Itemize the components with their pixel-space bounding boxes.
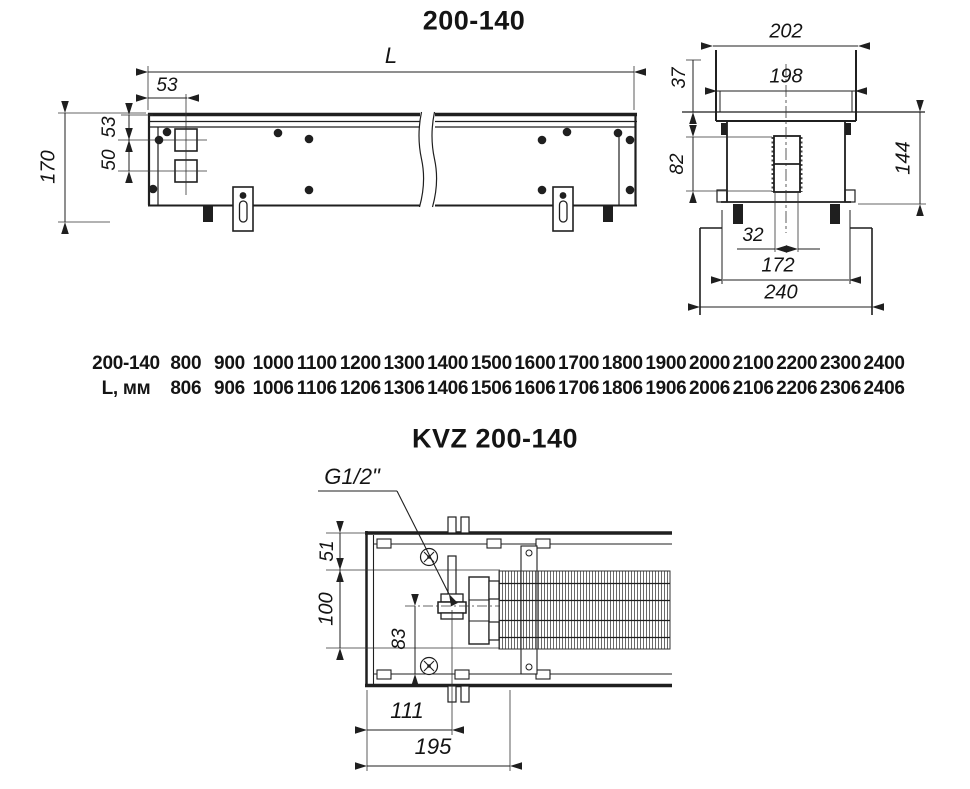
length-value: 1006 xyxy=(252,378,294,399)
model-value: 1000 xyxy=(252,353,294,374)
model-value: 2100 xyxy=(732,353,774,374)
dim-label-240: 240 xyxy=(764,281,798,304)
model-value: 1600 xyxy=(514,353,556,374)
dim-label-82: 82 xyxy=(667,153,688,175)
length-value: 1806 xyxy=(601,378,643,399)
dim-label-L: L xyxy=(384,43,398,68)
dim-label-144: 144 xyxy=(892,141,915,175)
size-table-model-label: 200-140 xyxy=(92,353,160,374)
model-value: 2200 xyxy=(776,353,818,374)
dim-label-53-top: 53 xyxy=(156,75,178,96)
model-value: 1400 xyxy=(427,353,469,374)
dim-label-202: 202 xyxy=(769,20,803,43)
model-value: 1900 xyxy=(645,353,687,374)
plan-view-drawing xyxy=(315,491,672,771)
model-value: 800 xyxy=(170,353,202,374)
length-value: 1506 xyxy=(470,378,512,399)
dim-label-51: 51 xyxy=(317,540,338,562)
length-value: 1206 xyxy=(339,378,381,399)
screw-dots xyxy=(149,128,635,195)
dim-label-198: 198 xyxy=(769,65,803,88)
front-view-dimensions xyxy=(58,66,634,222)
thread-size-label: G1/2" xyxy=(324,464,380,489)
length-value: 1606 xyxy=(514,378,556,399)
length-value: 2206 xyxy=(776,378,818,399)
length-value: 806 xyxy=(170,378,202,399)
dim-label-111: 111 xyxy=(390,698,424,723)
screw-top xyxy=(421,549,438,566)
dim-label-172: 172 xyxy=(761,254,795,277)
model-value: 1700 xyxy=(558,353,600,374)
length-value: 2306 xyxy=(819,378,861,399)
size-table xyxy=(88,351,906,401)
model-value: 1200 xyxy=(339,353,381,374)
screw-bottom xyxy=(421,658,438,675)
length-value: 906 xyxy=(214,378,245,399)
size-table-length-label: L, мм xyxy=(101,378,151,399)
model-value: 2000 xyxy=(688,353,731,374)
size-table-length-row xyxy=(88,376,906,401)
model-value: 1800 xyxy=(601,353,643,374)
dim-label-100: 100 xyxy=(315,592,338,626)
length-value: 2106 xyxy=(732,378,774,399)
model-value: 1100 xyxy=(296,353,337,374)
length-value: 1706 xyxy=(558,378,600,399)
mounting-bracket-left xyxy=(233,187,253,231)
length-value: 1406 xyxy=(427,378,469,399)
model-value: 2300 xyxy=(819,353,861,374)
size-table-model-row xyxy=(88,351,906,376)
dim-label-32: 32 xyxy=(742,225,764,246)
dim-label-170: 170 xyxy=(37,150,60,184)
dim-label-195: 195 xyxy=(414,734,452,759)
cross-section-drawing xyxy=(682,46,926,315)
mounting-bracket-right xyxy=(553,187,573,231)
model-value: 1500 xyxy=(470,353,512,374)
length-value: 2406 xyxy=(863,378,905,399)
dim-label-83: 83 xyxy=(389,628,410,650)
dim-label-37: 37 xyxy=(669,67,690,89)
page-title-bottom: KVZ 200-140 xyxy=(411,423,579,454)
valve-assembly xyxy=(438,556,499,644)
dim-label-50-side: 50 xyxy=(99,149,120,171)
dim-label-53-side: 53 xyxy=(99,116,120,138)
front-view-drawing xyxy=(58,66,637,231)
model-value: 900 xyxy=(214,353,245,374)
length-value: 1906 xyxy=(645,378,687,399)
length-value: 2006 xyxy=(688,378,731,399)
page-title-top: 200-140 xyxy=(422,5,526,36)
model-value: 1300 xyxy=(383,353,425,374)
length-value: 1106 xyxy=(296,378,337,399)
length-value: 1306 xyxy=(383,378,425,399)
model-value: 2400 xyxy=(863,353,905,374)
